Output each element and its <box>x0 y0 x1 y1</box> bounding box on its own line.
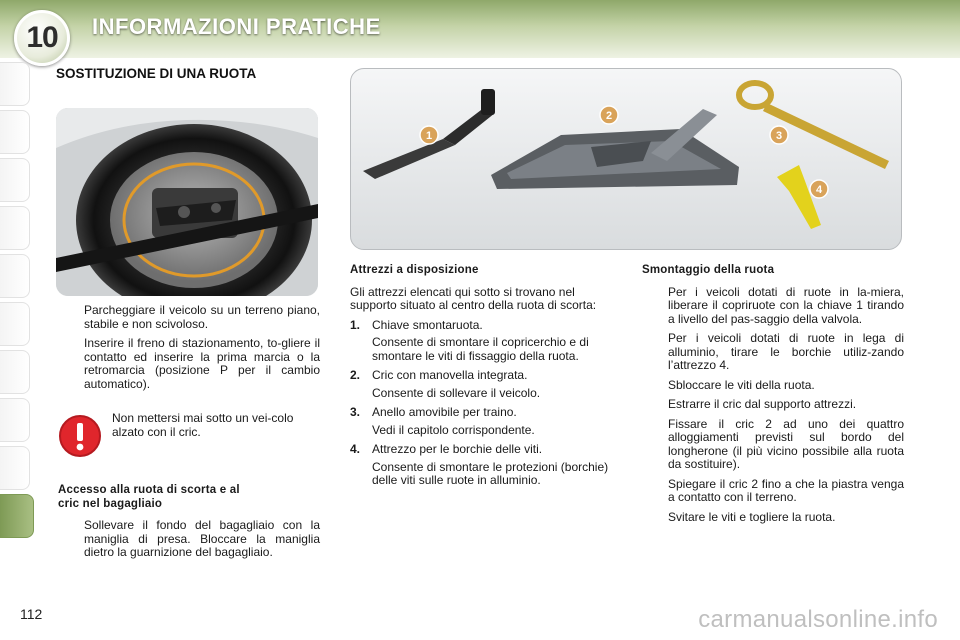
pointing-hand-icon <box>642 398 668 412</box>
tool-name: Chiave smontaruota. <box>372 317 483 332</box>
bullet-text: Sollevare il fondo del bagagliaio con la maniglia di presa. Bloccare la maniglia dietro la guarnizione del bagagliaio. <box>84 518 320 559</box>
tools-section <box>350 264 612 494</box>
chapter-number: 10 <box>26 21 58 54</box>
list-item <box>642 478 904 505</box>
list-item <box>58 337 320 391</box>
bullet-text: Per i veicoli dotati di ruote in lega di alluminio, tirare le borchie utiliz-zando l’attrezzo 4. <box>668 331 904 372</box>
tool-number: 2. <box>350 368 361 382</box>
wheel-removal-heading: Smontaggio della ruota <box>642 264 775 276</box>
pointing-hand-icon <box>58 519 84 560</box>
pointing-hand-icon <box>642 332 668 373</box>
spare-wheel-photo <box>56 108 318 296</box>
side-tab-4[interactable] <box>0 206 30 250</box>
side-tab-9[interactable] <box>0 446 30 490</box>
bullet-text: Parcheggiare il veicolo su un terreno piano, stabile e non scivoloso. <box>84 303 320 331</box>
side-tab-5[interactable] <box>0 254 30 298</box>
list-item <box>58 519 320 560</box>
list-item <box>642 511 904 525</box>
bullet-text: Per i veicoli dotati di ruote in la-miera, liberare il copriruote con la chiave 1 tirando a livello del pas-saggio della valvola. <box>668 284 904 326</box>
side-tab-8[interactable] <box>0 398 30 442</box>
tool-item-4 <box>350 443 612 457</box>
watermark: carmanualsonline.info <box>698 606 938 633</box>
callout-4 <box>810 180 828 198</box>
left-instructions <box>58 304 320 397</box>
tool-description: Consente di smontare le protezioni (borchie) delle viti sulle ruote in alluminio. <box>372 459 609 487</box>
pointing-hand-icon <box>58 337 84 391</box>
chapter-side-tabs <box>0 62 34 582</box>
list-item <box>642 332 904 373</box>
callout-3-label: 3 <box>775 130 783 142</box>
bullet-text: Fissare il cric 2 ad uno dei quattro alloggiamenti previsti sul bordo del longherone (il più vicino possibile alla ruota da sostituire). <box>668 416 904 471</box>
tool-number: 4. <box>350 442 361 456</box>
wheel-removal-section <box>642 264 904 530</box>
page-number: 112 <box>20 606 43 622</box>
bullet-text: Svitare le viti e togliere la ruota. <box>668 509 836 524</box>
heading-line: cric nel bagagliaio <box>58 497 163 510</box>
list-item <box>642 398 904 412</box>
callout-1 <box>420 126 438 144</box>
bullet-text: Estrarre il cric dal supporto attrezzi. <box>668 397 857 411</box>
side-tab-7[interactable] <box>0 350 30 394</box>
tool-description: Consente di smontare il copricerchio e di smontare le viti di fissaggio della ruota. <box>372 335 589 363</box>
page-title: INFORMAZIONI PRATICHE <box>92 14 381 39</box>
tools-heading: Attrezzi a disposizione <box>350 264 479 276</box>
tool-name: Anello amovibile per traino. <box>372 405 517 419</box>
trunk-access-section <box>58 484 320 566</box>
pointing-hand-icon <box>58 304 84 331</box>
tool-description: Vedi il capitolo corrispondente. <box>372 422 535 437</box>
pointing-hand-icon <box>642 511 668 525</box>
bullet-text: Sbloccare le viti della ruota. <box>668 377 815 392</box>
tool-number: 1. <box>350 317 361 332</box>
side-tab-2[interactable] <box>0 110 30 154</box>
list-item <box>642 286 904 327</box>
bullet-text: Inserire il freno di stazionamento, to-gliere il contatto ed inserire la prima marcia o la retromarcia (posizione P per il cambio automatico). <box>84 336 320 391</box>
warning-icon <box>58 414 102 458</box>
tool-name: Attrezzo per le borchie delle viti. <box>372 442 543 456</box>
callout-2 <box>600 106 618 124</box>
tool-name: Cric con manovella integrata. <box>372 368 528 382</box>
pointing-hand-icon <box>642 418 668 472</box>
chapter-badge <box>14 10 70 66</box>
callout-3 <box>770 126 788 144</box>
callout-2-label: 2 <box>605 110 613 122</box>
side-tab-1[interactable] <box>0 62 30 106</box>
pointing-hand-icon <box>642 379 668 393</box>
tool-item-2 <box>350 369 612 383</box>
side-tab-3[interactable] <box>0 158 30 202</box>
pointing-hand-icon <box>642 286 668 327</box>
section-title: SOSTITUZIONE DI UNA RUOTA <box>56 66 257 81</box>
side-tab-10-active[interactable] <box>0 494 34 538</box>
callout-1-label: 1 <box>425 130 433 142</box>
list-item <box>58 304 320 331</box>
tool-item-3 <box>350 406 612 420</box>
tools-photo <box>350 68 902 250</box>
tool-description: Consente di sollevare il veicolo. <box>372 385 541 400</box>
tool-number: 3. <box>350 405 361 419</box>
side-tab-6[interactable] <box>0 302 30 346</box>
tool-item-1 <box>350 319 612 333</box>
list-item <box>642 379 904 393</box>
trunk-access-heading <box>58 484 320 511</box>
pointing-hand-icon <box>642 478 668 505</box>
heading-line: Accesso alla ruota di scorta e al <box>58 484 240 496</box>
callout-4-label: 4 <box>815 184 823 196</box>
list-item <box>642 418 904 472</box>
bullet-text: Spiegare il cric 2 fino a che la piastra venga a contatto con il terreno. <box>668 476 904 504</box>
warning-text: Non mettersi mai sotto un vei-colo alzato con il cric. <box>112 411 294 439</box>
tools-intro: Gli attrezzi elencati qui sotto si trovano nel supporto situato al centro della ruota di scorta: <box>350 284 597 312</box>
